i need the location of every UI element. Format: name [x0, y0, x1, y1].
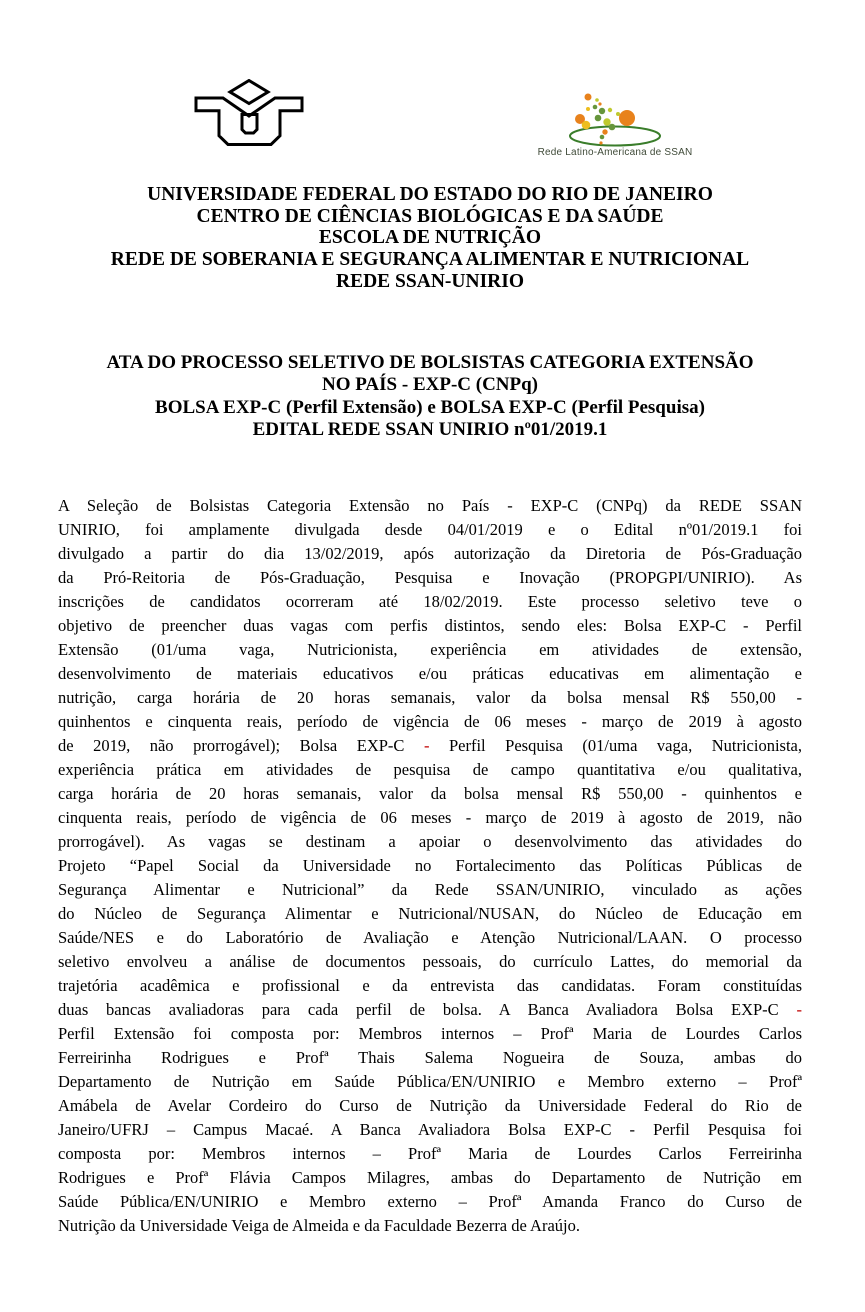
- paragraph-line: [58, 854, 802, 878]
- ssan-logo-icon: [530, 92, 700, 150]
- paragraph-line: [58, 974, 802, 998]
- paragraph-line: [58, 1166, 802, 1190]
- paragraph-text: Segurança Alimentar e Nutricional” da Rede SSAN/UNIRIO, vinculado as ações: [58, 880, 802, 899]
- paragraph-line: [58, 1118, 802, 1142]
- paragraph-line: [58, 734, 802, 758]
- paragraph-line: [58, 1070, 802, 1094]
- paragraph-text: Departamento de Nutrição em Saúde Pública/EN/UNIRIO e Membro externo – Profª: [58, 1072, 802, 1091]
- institution-header: [58, 184, 802, 293]
- paragraph-text: seletivo envolveu a análise de documentos pessoais, do currículo Lattes, do memorial da: [58, 952, 802, 971]
- paragraph-line: [58, 662, 802, 686]
- paragraph-line: [58, 494, 802, 518]
- ssan-map-dot: [586, 107, 590, 111]
- ssan-map-dot: [609, 124, 616, 131]
- ssan-map-dot: [600, 135, 605, 140]
- institution-line: ESCOLA DE NUTRIÇÃO: [318, 227, 542, 249]
- document-title: [58, 352, 802, 442]
- paragraph-line: [58, 566, 802, 590]
- paragraph-text: carga horária de 20 horas semanais, valor da bolsa mensal R$ 550,00 - quinhentos e: [58, 784, 802, 803]
- paragraph-line: [58, 830, 802, 854]
- ssan-plate-ellipse: [570, 127, 660, 146]
- paragraph-line: [58, 950, 802, 974]
- paragraph-text: Perfil Extensão foi composta por: Membros internos – Profª Maria de Lourdes Carlos: [58, 1024, 802, 1043]
- paragraph-line: [58, 1214, 802, 1238]
- paragraph-text: experiência prática em atividades de pesquisa de campo quantitativa e/ou qualitativa,: [58, 760, 802, 779]
- paragraph-line: [58, 542, 802, 566]
- document-title-line: BOLSA EXP-C (Perfil Extensão) e BOLSA EXP-C (Perfil Pesquisa): [155, 396, 705, 418]
- ssan-map-dot: [599, 141, 602, 144]
- paragraph-text: trajetória acadêmica e profissional e da entrevista das candidatas. Foram constituídas: [58, 976, 802, 995]
- paragraph-text: A Seleção de Bolsistas Categoria Extensão no País - EXP-C (CNPq) da REDE SSAN: [58, 496, 802, 515]
- paragraph-text: cinquenta reais, período de vigência de 06 meses - março de 2019 à agosto de 2019, não: [58, 808, 802, 827]
- unirio-emblem-icon: [192, 79, 328, 151]
- ssan-map-dot: [602, 129, 607, 134]
- paragraph-text: desenvolvimento de materiais educativos e/ou práticas educativas em alimentação e: [58, 664, 802, 683]
- paragraph-line: [58, 926, 802, 950]
- paragraph-text: Saúde/NES e do Laboratório de Avaliação e Atenção Nutricional/LAAN. O processo: [58, 928, 802, 947]
- unirio-diamond-shape: [230, 81, 268, 104]
- institution-line: UNIVERSIDADE FEDERAL DO ESTADO DO RIO DE JANEIRO: [147, 184, 713, 205]
- document-title-line: ATA DO PROCESSO SELETIVO DE BOLSISTAS CATEGORIA EXTENSÃO: [106, 352, 754, 373]
- paragraph-text: Rodrigues e Profª Flávia Campos Milagres, ambas do Departamento de Nutrição em: [58, 1168, 802, 1187]
- paragraph-text: duas bancas avaliadoras para cada perfil de bolsa. A Banca Avaliadora Bolsa EXP-C: [58, 1000, 797, 1019]
- paragraph-text: objetivo de preencher duas vagas com perfis distintos, sendo eles: Bolsa EXP-C - Perfil: [58, 616, 802, 635]
- paragraph-text: de 2019, não prorrogável); Bolsa EXP-C: [58, 736, 424, 755]
- paragraph-text: Janeiro/UFRJ – Campus Macaé. A Banca Avaliadora Bolsa EXP-C - Perfil Pesquisa foi: [58, 1120, 802, 1139]
- paragraph-text: Perfil Pesquisa (01/uma vaga, Nutricionista,: [429, 736, 802, 755]
- paragraph-line: [58, 614, 802, 638]
- paragraph-line: [58, 1094, 802, 1118]
- ssan-map-dot: [595, 115, 602, 122]
- ssan-map-dot: [582, 121, 591, 130]
- ssan-map-dot: [595, 98, 599, 102]
- paragraph-text: prorrogável). As vagas se destinam a apoiar o desenvolvimento das atividades do: [58, 832, 802, 851]
- ssan-map-dot: [593, 105, 598, 110]
- paragraph-text: Extensão (01/uma vaga, Nutricionista, experiência em atividades de extensão,: [58, 640, 802, 659]
- ssan-logo-caption: Rede Latino-Americana de SSAN: [537, 147, 693, 158]
- paragraph-line: [58, 518, 802, 542]
- ssan-map-dot: [603, 118, 610, 125]
- ssan-map-dot: [585, 94, 592, 101]
- paragraph-line: [58, 638, 802, 662]
- paragraph-line: [58, 1142, 802, 1166]
- paragraph-text: nutrição, carga horária de 20 horas semanais, valor da bolsa mensal R$ 550,00 -: [58, 688, 802, 707]
- institution-line: REDE DE SOBERANIA E SEGURANÇA ALIMENTAR E NUTRICIONAL: [110, 249, 750, 271]
- paragraph-line: [58, 1022, 802, 1046]
- paragraph-text: composta por: Membros internos – Profª Maria de Lourdes Carlos Ferreirinha: [58, 1144, 802, 1163]
- paragraph-text: Amábela de Avelar Cordeiro do Curso de Nutrição da Universidade Federal do Rio de: [58, 1096, 802, 1115]
- red-hyphen-text: -: [796, 1000, 802, 1019]
- paragraph-text: do Núcleo de Segurança Alimentar e Nutricional/NUSAN, do Núcleo de Educação em: [58, 904, 802, 923]
- document-title-line: EDITAL REDE SSAN UNIRIO nº01/2019.1: [252, 419, 608, 441]
- body-paragraph: [58, 494, 802, 1238]
- paragraph-text: Saúde Pública/EN/UNIRIO e Membro externo – Profª Amanda Franco do Curso de: [58, 1192, 802, 1211]
- institution-line: CENTRO DE CIÊNCIAS BIOLÓGICAS E DA SAÚDE: [196, 205, 664, 227]
- red-hyphen-text: -: [423, 736, 430, 755]
- paragraph-line: [58, 998, 802, 1022]
- paragraph-line: [58, 758, 802, 782]
- paragraph-text: Nutrição da Universidade Veiga de Almeida e da Faculdade Bezerra de Araújo.: [58, 1216, 580, 1235]
- paragraph-line: [58, 1046, 802, 1070]
- ssan-map-dot: [619, 110, 635, 126]
- paragraph-text: UNIRIO, foi amplamente divulgada desde 04/01/2019 e o Edital nº01/2019.1 foi: [58, 520, 802, 539]
- paragraph-text: quinhentos e cinquenta reais, período de vigência de 06 meses - março de 2019 à agosto: [58, 712, 802, 731]
- paragraph-text: da Pró-Reitoria de Pós-Graduação, Pesquisa e Inovação (PROPGPI/UNIRIO). As: [58, 568, 802, 587]
- ssan-map-dot: [598, 102, 601, 105]
- paragraph-line: [58, 878, 802, 902]
- paragraph-line: [58, 710, 802, 734]
- paragraph-text: Projeto “Papel Social da Universidade no Fortalecimento das Políticas Públicas de: [58, 856, 802, 875]
- paragraph-text: divulgado a partir do dia 13/02/2019, após autorização da Diretoria de Pós-Graduação: [58, 544, 802, 563]
- paragraph-line: [58, 782, 802, 806]
- paragraph-line: [58, 806, 802, 830]
- ssan-map-dot: [616, 112, 620, 116]
- document-title-line: NO PAÍS - EXP-C (CNPq): [321, 374, 539, 396]
- paragraph-line: [58, 1190, 802, 1214]
- ssan-map-dot: [599, 108, 605, 114]
- paragraph-line: [58, 686, 802, 710]
- institution-line: REDE SSAN-UNIRIO: [336, 270, 524, 292]
- paragraph-line: [58, 590, 802, 614]
- paragraph-text: Ferreirinha Rodrigues e Profª Thais Salema Nogueira de Souza, ambas do: [58, 1048, 802, 1067]
- paragraph-text: inscrições de candidatos ocorreram até 18/02/2019. Este processo seletivo teve o: [58, 592, 802, 611]
- ssan-map-dot: [608, 108, 612, 112]
- paragraph-line: [58, 902, 802, 926]
